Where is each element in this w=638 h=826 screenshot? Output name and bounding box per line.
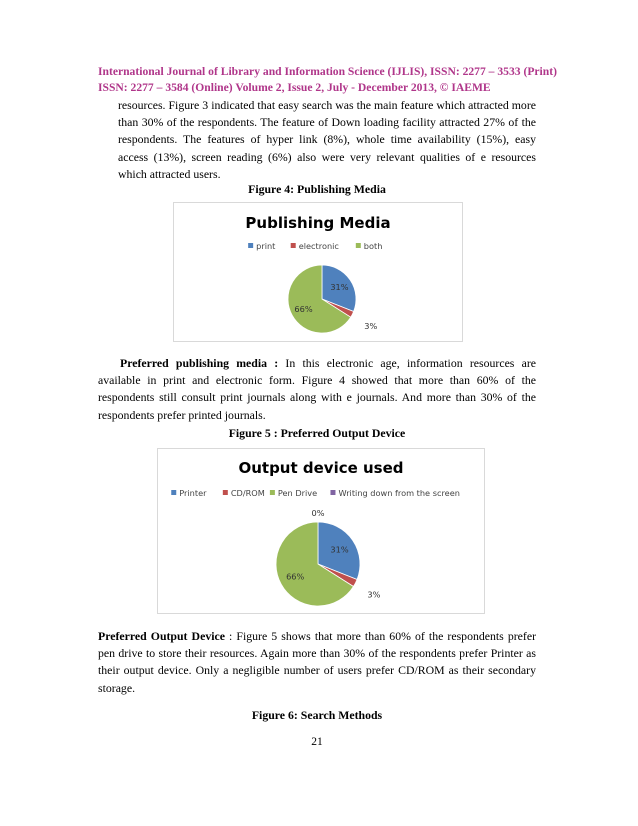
- data-label-electronic: 3%: [364, 320, 378, 331]
- figure-5-caption: Figure 5 : Preferred Output Device: [228, 426, 406, 440]
- paragraph-publishing-media: [98, 355, 536, 424]
- data-label-cd-rom: 3%: [367, 589, 381, 600]
- legend-swatch-cd-rom: [223, 490, 228, 495]
- legend-label-cd-rom: CD/ROM: [230, 488, 265, 498]
- legend-swatch-writing-down-from-the-screen: [330, 490, 335, 495]
- paragraph-output-device-body: : Figure 5 shows that more than 60% of the respondents prefer pen drive to store their resources. Again more than 30% of the respondents prefer Printer as their output device. Only a negligible number of users prefer CD/ROM as their secondary storage.: [98, 629, 536, 695]
- legend-swatch-printer: [171, 490, 176, 495]
- paragraph-publishing-media-body: In this electronic age, information resources are available in print and electronic form. Figure 4 showed that more than 60% of the respondents still consult print journals along with e journals. And more than 30% of the respondents prefer printed journals.: [98, 356, 537, 422]
- chart-title: Output device used: [238, 459, 404, 477]
- paragraph-publishing-media-lead: Preferred publishing media :: [120, 356, 279, 370]
- header-line-1: International Journal of Library and Information Science (IJLIS), ISSN: 2277 – 3533 (Print): [98, 65, 557, 78]
- chart-publishing-media: [173, 202, 463, 342]
- legend-label-electronic: electronic: [298, 241, 339, 251]
- legend-label-both: both: [363, 241, 383, 251]
- paragraph-intro: resources. Figure 3 indicated that easy search was the main feature which attracted more than 30% of the respondents. The feature of Down loading facility attracted 27% of the respondents. The features of hyper link (8%), whole time availability (15%), easy access (13%), screen reading (6%) also were very relevant qualities of e resources which attracted users.: [118, 98, 536, 181]
- data-label-both: 66%: [294, 304, 313, 315]
- paragraph-output-device: [98, 628, 536, 697]
- legend-swatch-electronic: [291, 243, 296, 248]
- data-label-pen-drive: 66%: [286, 571, 305, 582]
- legend-label-printer: Printer: [179, 488, 207, 498]
- paragraph-output-device-lead: Preferred Output Device: [98, 629, 225, 643]
- figure-4-caption: Figure 4: Publishing Media: [248, 182, 386, 196]
- chart-title: Publishing Media: [245, 214, 391, 232]
- pie-chart-publishing-media: [174, 203, 462, 341]
- pie-chart-output-device: [158, 449, 484, 613]
- legend-swatch-pen-drive: [270, 490, 275, 495]
- legend-label-print: print: [256, 241, 276, 251]
- page-number: 21: [311, 736, 323, 748]
- data-label-writing-down-from-the-screen: 0%: [311, 508, 325, 518]
- legend-label-writing-down-from-the-screen: Writing down from the screen: [338, 488, 460, 498]
- journal-header: [98, 64, 557, 96]
- data-label-print: 31%: [330, 282, 349, 293]
- legend-label-pen-drive: Pen Drive: [277, 488, 318, 498]
- header-line-2: ISSN: 2277 – 3584 (Online) Volume 2, Issue 2, July - December 2013, © IAEME: [98, 81, 491, 94]
- legend-swatch-print: [248, 243, 253, 248]
- data-label-printer: 31%: [330, 544, 349, 555]
- figure-6-caption: Figure 6: Search Methods: [251, 708, 383, 722]
- chart-output-device: [157, 448, 485, 614]
- legend-swatch-both: [356, 243, 361, 248]
